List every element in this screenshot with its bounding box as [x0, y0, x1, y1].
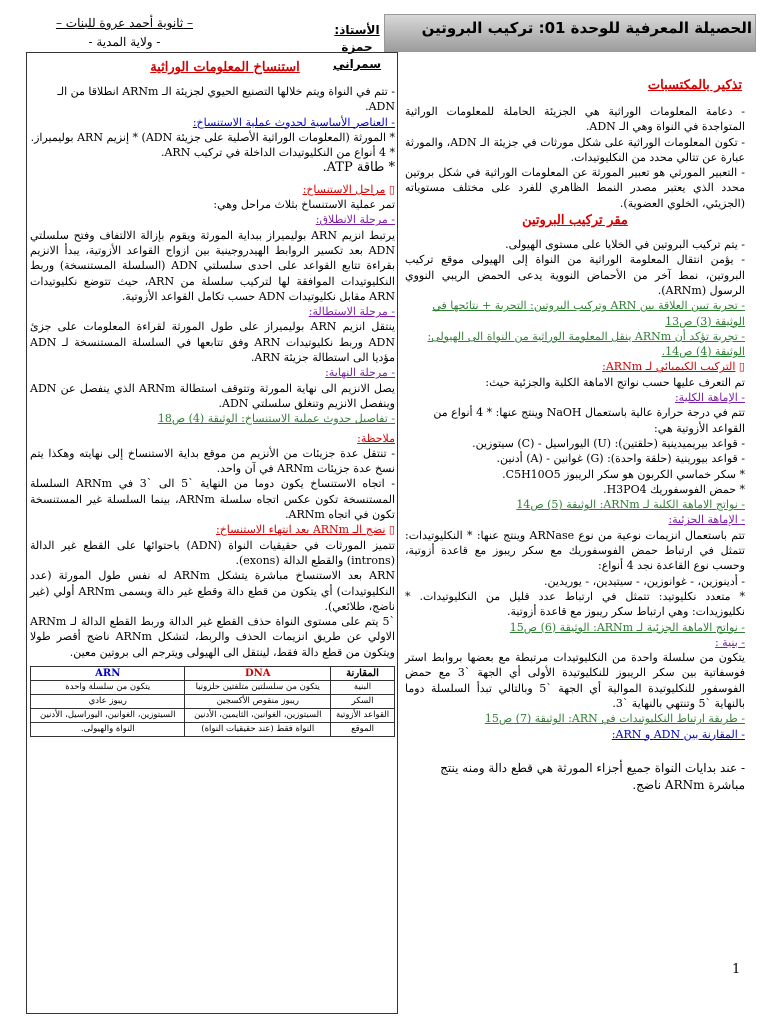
paragraph: تتم باستعمال انزيمات نوعية من نوع ARNase وينتج عنها: * النكليوتيدات: تتمثل في ارتباط حمض الفوسفوريك مع سكر ريبوز مع قاعدة أزوتية، وحسب نوع القاعدة نجد 4 أنواع: — [405, 528, 745, 573]
paragraph: * 4 أنواع من النكليوتيدات الداخلة في تركيب ARN. — [160, 146, 395, 160]
page-title: الحصيلة المعرفية للوحدة 01: تركيب البروتين — [421, 19, 752, 37]
table-row — [31, 680, 395, 694]
paragraph: ARN بعد الاستنساخ مباشرة يتشكل ARNm له نفس طول المورثة (عدد النكليوتيدات) أي يتكون من قطع دالة وقطع غير دالة ويسمى ARNm أولي (غير ناضج، طلائعي). — [30, 569, 395, 613]
paragraph: - التعبير المورثي هو تعبير المورثة عن المعلومات الوراثية في شكل بروتين محدد الذي يعتبر مصدر النمط الظاهري للفرد على مختلف مستوياته (الجزيئي، الخلوي العضوية). — [405, 166, 745, 210]
paragraph: * سكر خماسي الكربون هو سكر الريبوز C5H10O5. — [502, 467, 745, 481]
experiment-link[interactable]: - تجربة تبين العلاقة بين ARN وتركيب البروتين: التجربة + نتائجها في الوثيقة (3) ص13 — [432, 299, 745, 328]
table-cell: النواة فقط (عند حقيقيات النواة) — [185, 722, 331, 736]
paragraph: يتكون من سلسلة واحدة من النكليوتيدات مرتبطة مع بعضها بروابط استر فوسفاتية بين سكر الريبوز للنكليوتيدة الأولى أي الجهة `3 مع حمض الفوسفور للنكليوتيدة الموالية أي الجهة `5 وبالتالي تبدأ السلسلة دوما بالنهاية `5 وتنتهي بالنهاية `3. — [405, 651, 746, 710]
paragraph: تم التعرف عليها حسب نواتج الاماهة الكلية والجزئية حيث: — [485, 375, 745, 389]
paragraph: - اتجاه الاستنساخ يكون دوما من النهاية `5 الى `3 في ARNm السلسلة المستنسخة تكون عكس اتجاه سلسلة ARNm، بينما السلسلة غير المستنسخة تكون في اتجاه ARNm. — [30, 477, 396, 522]
paragraph: تتم في درجة حرارة عالية باستعمال NaOH وينتج عنها: * 4 أنواع من القواعد الأزوتية هي: — [433, 406, 745, 435]
total-hydrolysis-link[interactable]: - نواتج الاماهة الكلية لـ ARNm: الوثيقة (5) ص14 — [516, 498, 745, 512]
table-cell: ريبوز عادي — [31, 694, 185, 708]
table-cell: يتكون من سلسلتين متلفتين حلزونيا — [185, 680, 331, 694]
stages-title: مراحل الاستنساخ: — [302, 182, 386, 196]
table-header: المقارنة — [331, 666, 395, 680]
total-hydrolysis-title: - الإماهة الكلية: — [674, 391, 745, 405]
teacher-line-1: الأستاذ: حمزة — [334, 23, 380, 54]
right-column — [405, 78, 745, 794]
transcription-details-link[interactable]: - تفاصيل حدوث عملية الاستنساخ: الوثيقة (4) ص18 — [157, 412, 395, 426]
paragraph: * المورثة (المعلومات الوراثية الأصلية على جزيئة ADN) * إنزيم ARN بوليميراز. — [30, 130, 395, 144]
table-cell: الموقع — [331, 722, 395, 736]
stage2-title: - مرحلة الاستطالة: — [308, 305, 395, 319]
partial-hydrolysis-title: - الإماهة الجزئية: — [668, 513, 745, 527]
paragraph: * متعدد نكليوتيد: تتمثل في ارتباط عدد قليل من النكليوتيدات. * نكليوزيدات: وهي ارتباط سكر ريبوز مع قاعدة أزوتية. — [405, 589, 745, 619]
paragraph: - يؤمن انتقال المعلومة الوراثية من النواة إلى الهيولى موقع تركيب البروتين، نمط آخر من الأحماض النووية يدعى الحمض الريبي النووي الرسول (ARNm). — [405, 253, 745, 297]
paragraph: * حمض الفوسفوريك H3PO4. — [603, 482, 745, 496]
table-header: ARN — [31, 666, 185, 680]
school-info — [12, 14, 237, 52]
partial-hydrolysis-link[interactable]: - نواتج الاماهة الجزئية لـ ARNm: الوثيقة (6) ص15 — [509, 620, 745, 634]
school-name: – ثانوية أحمد عروة للبنات – — [55, 16, 194, 30]
paragraph: - أدينوزين، - غوانوزين، - سيتيدين، - يوريدين. — [544, 574, 745, 588]
teacher-line-2: سمراني — [332, 57, 382, 71]
table-cell: السيتوزين، الغوانين، الثايمين، الأدنين — [185, 708, 331, 722]
table-cell: ريبوز منقوص الأكسجين — [185, 694, 331, 708]
paragraph: تمر عملية الاستنساخ بثلاث مراحل وهي: — [213, 198, 395, 212]
table-cell: النواة والهيولى. — [31, 722, 185, 736]
paragraph: - دعامة المعلومات الوراثية هي الجزيئة الحاملة للمعلومات الوراثية المتواجدة في النواة وهي الـ ADN. — [405, 105, 745, 134]
table-row — [31, 694, 395, 708]
paragraph: - تنتقل عدة جزيئات من الأنزيم من موقع بداية الاستنساخ إلى نهايته وهكذا يتم نسخ عدة جزيئات ARNm في آن واحد. — [30, 446, 395, 476]
chemical-composition-title: التركيب الكيميائي لـ ARNm: — [602, 360, 736, 374]
paragraph: - قواعد بيريميدينية (حلقتين): (U) اليوراسيل - (C) سيتوزين. — [472, 436, 745, 450]
paragraph: - عند بدايات النواة جميع أجزاء المورثة هي قطع دالة ومنه ينتج — [440, 760, 745, 775]
table-cell: يتكون من سلسلة واحدة — [31, 680, 185, 694]
structure-title: - بنية : — [714, 635, 745, 649]
paragraph: تتميز المورثات في حقيقيات النواة (ADN) باحتوائها على القطع غير الدالة (introns) والقطع الدالة (exons). — [30, 538, 395, 567]
paragraph: - يتم تركيب البروتين في الخلايا على مستوى الهيولى. — [505, 238, 745, 252]
page-number: 1 — [732, 962, 741, 977]
table-row — [31, 708, 395, 722]
table-cell: البنية — [331, 680, 395, 694]
table-cell: السيتوزين، الغوانين، اليوراسيل، الأدنين — [31, 708, 185, 722]
recall-title: تذكير بالمكتسبات — [647, 78, 743, 93]
paragraph: * طاقة ATP. — [322, 160, 395, 176]
dna-arn-comparison-table — [30, 666, 395, 737]
table-cell: القواعد الأزوتية — [331, 708, 395, 722]
paragraph: `5 يتم على مستوى النواة حذف القطع غير الدالة وربط القطع الدالة لـ ARNm الاولي عن طريق انزيمات الحذف والربط، لتشكل ARNm ناضج أقصر طولا ويتكون من قطع دالة فقط، لينتقل الى الهيولى ويترجم الى بروتين معين. — [30, 615, 395, 659]
table-row — [31, 722, 395, 736]
adn-arn-comparison-link[interactable]: - المقارنة بين ADN و ARN: — [611, 727, 745, 741]
transcription-heading: استنساخ المعلومات الوراثية — [150, 60, 300, 75]
paragraph: - قواعد بيورينية (حلقة واحدة): (G) غوانين - (A) أدنين. — [496, 452, 745, 466]
paragraph: - تتم في النواة ويتم خلالها التصنيع الحيوي لجزيئة الـ ARNm انطلاقا من الـ ADN. — [57, 85, 395, 114]
notes-title: ملاحظة: — [357, 431, 395, 445]
school-province: - ولاية المدية - — [88, 35, 161, 49]
square-bullet-icon: ▯ — [385, 182, 395, 196]
table-header: DNA — [185, 666, 331, 680]
nucleotide-linkage-link[interactable]: - طريقة ارتباط النكليوتيدات في ARN: الوثيقة (7) ص15 — [484, 712, 745, 726]
stage3-title: - مرحلة النهاية: — [325, 366, 395, 380]
table-header-row — [31, 666, 395, 680]
experiment-link[interactable]: - تجربة تؤكد أن ARNm ينقل المعلومة الوراثية من النواة الى الهيولى: الوثيقة (4) ص14. — [427, 329, 745, 359]
left-column — [30, 55, 395, 737]
paragraph: يرتبط انزيم ARN بوليميراز ببداية المورثة ويقوم بإزالة الالتفاف وفتح سلسلتي ADN بعد تكسير الروابط الهيدروجينية بين ازواج القواعد الأزوتية، يبدأ الانزيم بقراءة تتابع القواعد على احدى سلسلتي ADN (السلسلة المستنسخة) وربط النكليوتيدات الموافقة لها لتركيب سلسلة من ARN، حيث تتوضع نكليوتيدات ARN مقابل نكليوتيدات ADN حسب تكامل القواعد الأزوتية. — [30, 228, 396, 303]
protein-site-title: مقر تركيب البروتين — [522, 213, 628, 229]
paragraph: مباشرة ARNm ناضج. — [632, 777, 745, 792]
table-cell: السكر — [331, 694, 395, 708]
square-bullet-icon: ▯ — [735, 360, 745, 374]
stage1-title: - مرحلة الانطلاق: — [315, 213, 395, 227]
paragraph: ينتقل انزيم ARN بوليميراز على طول المورثة لقراءة المعلومات على جزئ ADN وربط نكليوتيدات ARN وفق تتابعها في السلسلة المستنسخة لـ ADN مؤديا الى استطالة جزيئة ARN. — [30, 320, 395, 365]
essential-elements-link[interactable]: - العناصر الأساسية لحدوث عملية الاستنساخ: — [192, 115, 395, 129]
paragraph: - تكون المعلومات الوراثية على شكل مورثات في جزيئة الـ ADN، والمورثة عبارة عن تتالي محدد من النكليوتيدات. — [405, 135, 745, 164]
maturation-title: نضج الـ ARNm بعد انتهاء الاستنساخ: — [215, 523, 386, 537]
paragraph: يصل الانزيم الى نهاية المورثة وتتوقف استطالة ARNm الذي ينفصل عن ADN وينفصل الانزيم وتنغلق سلسلتي ADN. — [30, 381, 395, 410]
square-bullet-icon: ▯ — [385, 523, 395, 537]
